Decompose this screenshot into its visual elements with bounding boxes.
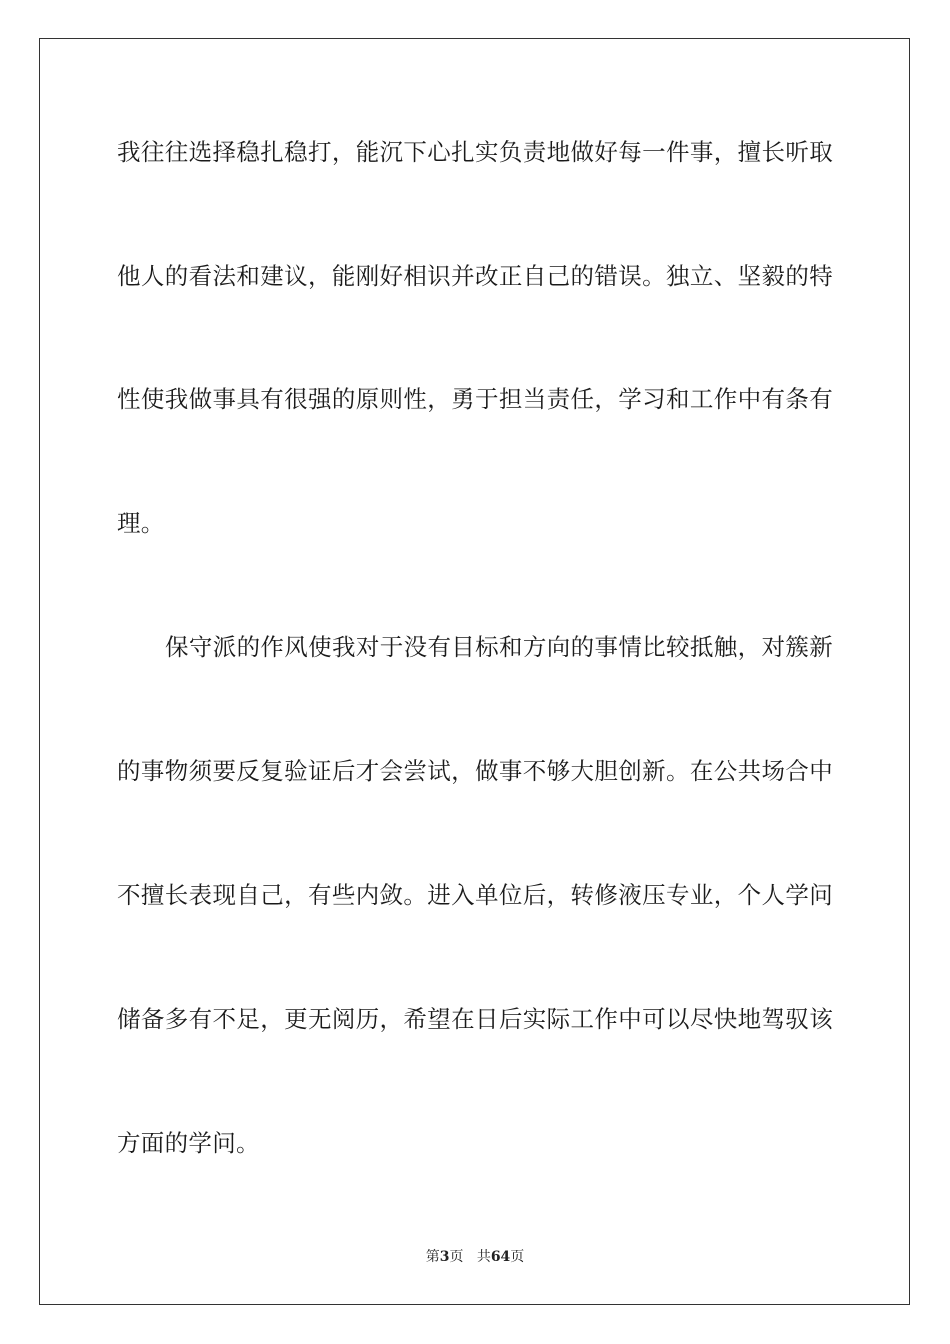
paragraph-2-line-2: 的事物须要反复验证后才会尝试，做事不够大胆创新。在公共场合中 (117, 757, 833, 785)
paragraph-2-line-3: 不擅长表现自己，有些内敛。进入单位后，转修液压专业，个人学问 (117, 881, 833, 909)
page-suffix: 页 (449, 1249, 464, 1265)
total-suffix: 页 (510, 1249, 525, 1265)
page-footer (0, 1248, 950, 1266)
total-pages: 64 (490, 1249, 511, 1265)
paragraph-1-line-2: 他人的看法和建议，能刚好相识并改正自己的错误。独立、坚毅的特 (117, 262, 833, 290)
page-number: 3 (439, 1249, 450, 1265)
page-prefix: 第 (425, 1249, 440, 1265)
paragraph-1-line-1: 我往往选择稳扎稳打，能沉下心扎实负责地做好每一件事，擅长听取 (117, 138, 833, 166)
paragraph-2-line-4: 储备多有不足，更无阅历，希望在日后实际工作中可以尽快地驾驭该 (117, 1005, 833, 1033)
paragraph-1-line-3: 性使我做事具有很强的原则性，勇于担当责任，学习和工作中有条有 (117, 385, 833, 413)
paragraph-1-line-4: 理。 (117, 509, 165, 537)
paragraph-2-line-1: 保守派的作风使我对于没有目标和方向的事情比较抵触，对簇新 (165, 633, 833, 661)
paragraph-2-line-5: 方面的学问。 (117, 1129, 260, 1157)
total-prefix: 共 (476, 1249, 491, 1265)
page-frame (39, 38, 910, 1305)
